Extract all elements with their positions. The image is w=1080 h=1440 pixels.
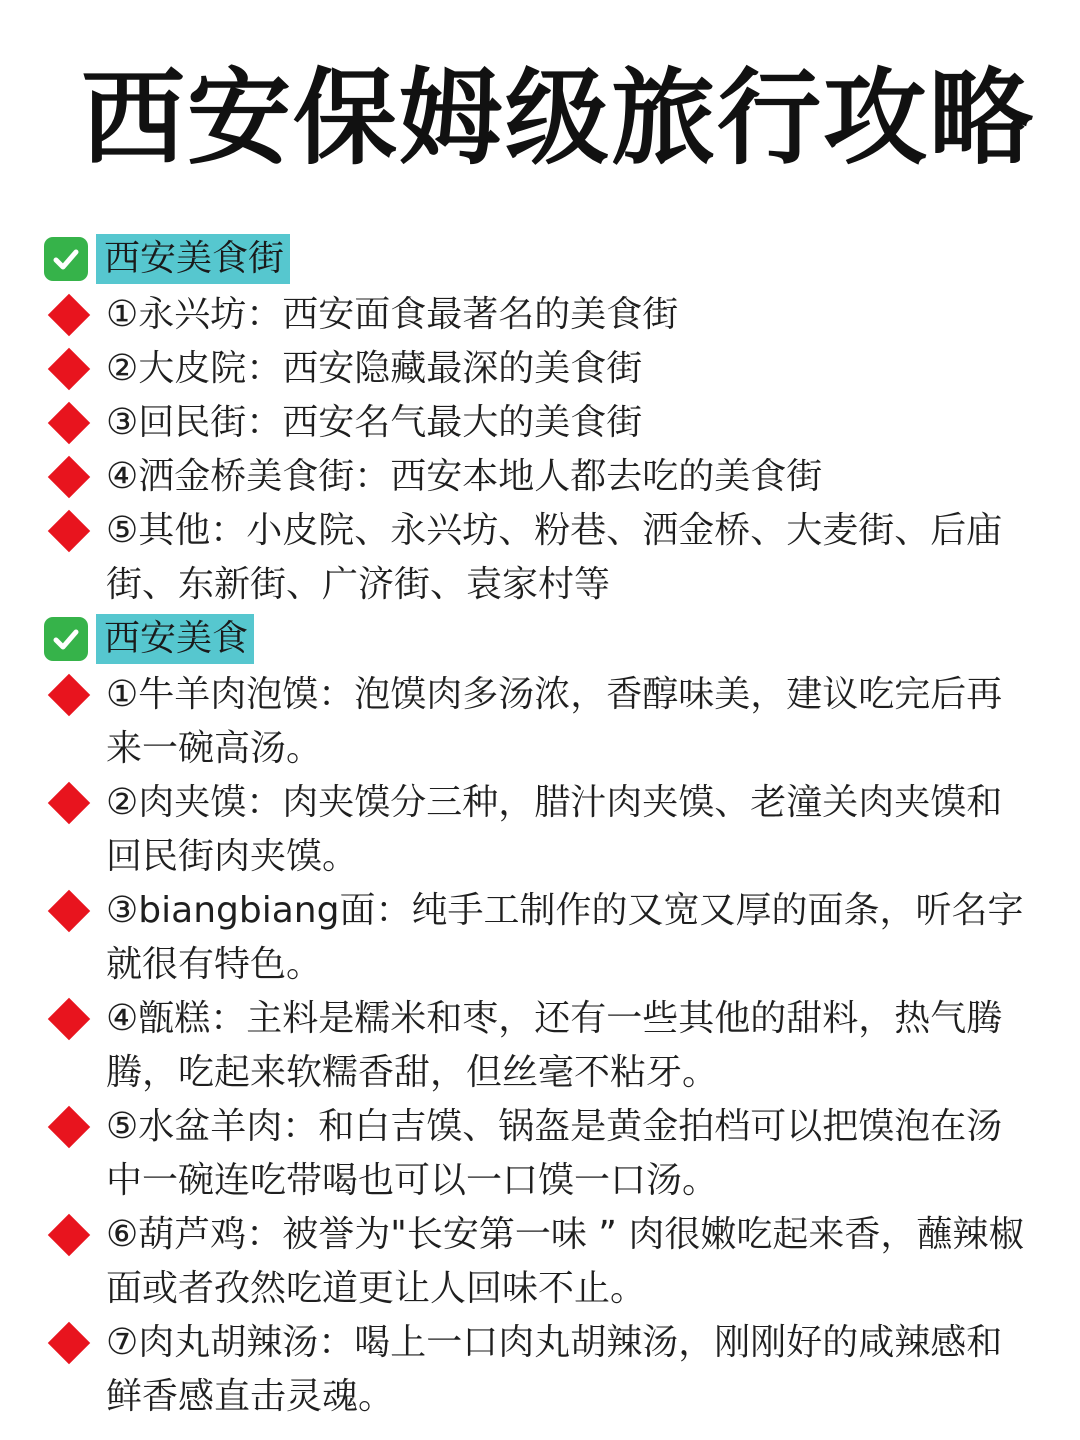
- list-item-text: ④甑糕：主料是糯米和枣，还有一些其他的甜料，热气腾腾，吃起来软糯香甜，但丝毫不粘牙。: [106, 998, 1003, 1093]
- list-item: [44, 396, 1044, 450]
- red-diamond-icon: [48, 674, 90, 716]
- red-diamond-icon: [48, 782, 90, 824]
- list-item: [44, 1100, 1044, 1208]
- list-item-text: ②肉夹馍：肉夹馍分三种，腊汁肉夹馍、老潼关肉夹馍和回民街肉夹馍。: [106, 782, 1003, 877]
- list-item-text: ⑤其他：小皮院、永兴坊、粉巷、洒金桥、大麦街、后庙街、东新街、广济街、袁家村等: [106, 510, 1003, 605]
- red-diamond-icon: [48, 510, 90, 552]
- list-item-text: ①牛羊肉泡馍：泡馍肉多汤浓，香醇味美，建议吃完后再来一碗高汤。: [106, 674, 1003, 769]
- list-item-text: ③回民街：西安名气最大的美食街: [106, 402, 643, 443]
- red-diamond-icon: [48, 890, 90, 932]
- section-label: 西安美食街: [96, 234, 290, 284]
- list-item-text: ⑦肉丸胡辣汤：喝上一口肉丸胡辣汤，刚刚好的咸辣感和鲜香感直击灵魂。: [106, 1322, 1003, 1417]
- list-item-text: ⑥葫芦鸡：被誉为"长安第一味 ” 肉很嫩吃起来香，蘸辣椒面或者孜然吃道更让人回味不止。: [106, 1214, 1025, 1309]
- red-diamond-icon: [48, 348, 90, 390]
- red-diamond-icon: [48, 294, 90, 336]
- red-diamond-icon: [48, 402, 90, 444]
- red-diamond-icon: [48, 1214, 90, 1256]
- list-item: [44, 450, 1044, 504]
- red-diamond-icon: [48, 998, 90, 1040]
- check-mark-icon: [44, 617, 88, 661]
- list-item: [44, 1316, 1044, 1424]
- section-food-streets: [44, 232, 1044, 612]
- list-item: [44, 1208, 1044, 1316]
- page-title: 西安保姆级旅行攻略: [80, 57, 1035, 179]
- section-header: [44, 612, 1044, 666]
- list-item: [44, 504, 1044, 612]
- list-item: [44, 288, 1044, 342]
- list-item-text: ②大皮院：西安隐藏最深的美食街: [106, 348, 643, 389]
- section-header: [44, 232, 1044, 286]
- list-item-text: ④洒金桥美食街：西安本地人都去吃的美食街: [106, 456, 823, 497]
- list-item: [44, 884, 1044, 992]
- list-item-text: ③biangbiang面：纯手工制作的又宽又厚的面条，听名字就很有特色。: [106, 890, 1024, 985]
- list-item: [44, 668, 1044, 776]
- list-item: [44, 342, 1044, 396]
- section-local-food: [44, 612, 1044, 1424]
- check-mark-icon: [44, 237, 88, 281]
- red-diamond-icon: [48, 1322, 90, 1364]
- section-label: 西安美食: [96, 614, 254, 664]
- content: [44, 232, 1044, 1424]
- list-item: [44, 992, 1044, 1100]
- list-item-text: ⑤水盆羊肉：和白吉馍、锅盔是黄金拍档可以把馍泡在汤中一碗连吃带喝也可以一口馍一口汤。: [106, 1106, 1003, 1201]
- red-diamond-icon: [48, 456, 90, 498]
- list-item-text: ①永兴坊：西安面食最著名的美食街: [106, 294, 679, 335]
- red-diamond-icon: [48, 1106, 90, 1148]
- list-item: [44, 776, 1044, 884]
